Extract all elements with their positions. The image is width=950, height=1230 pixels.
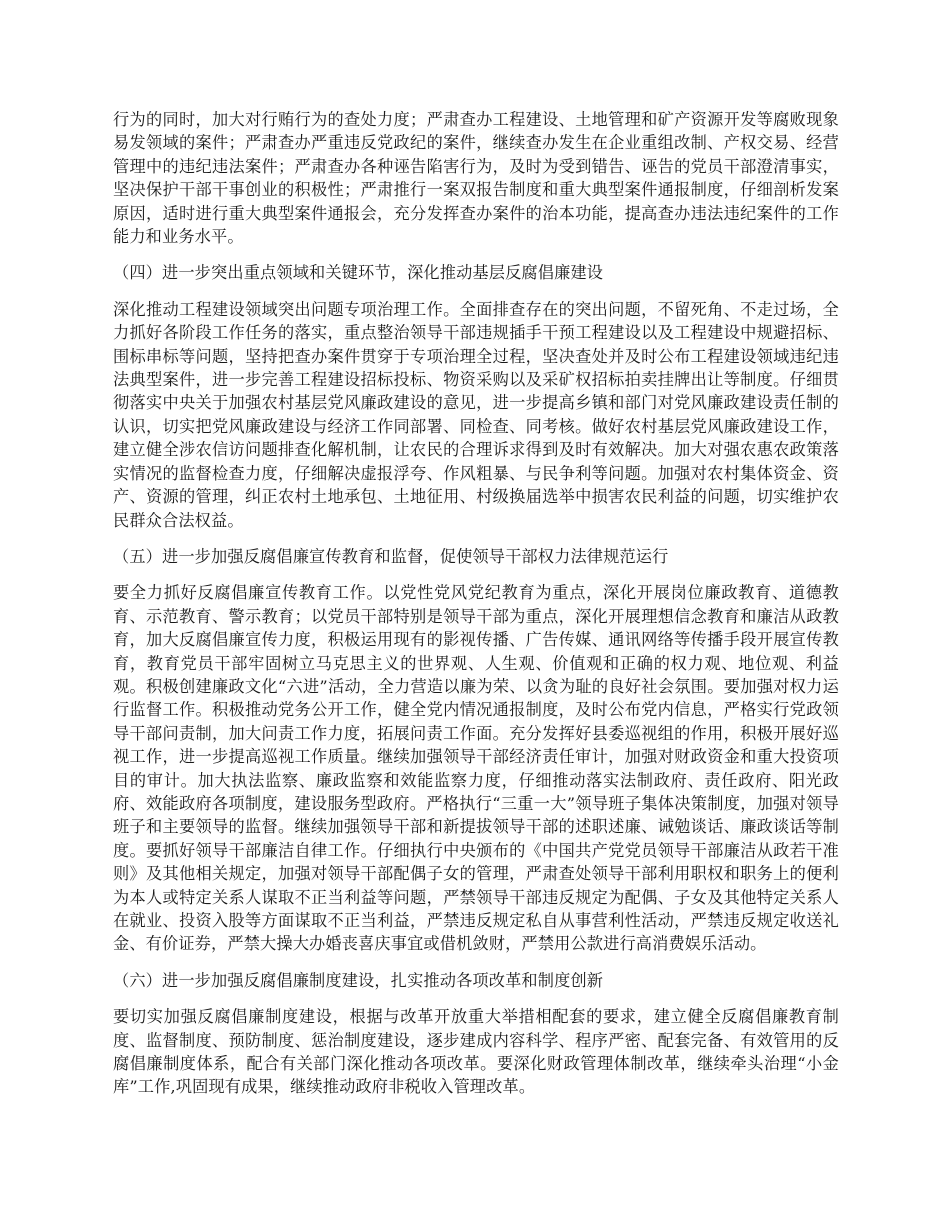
document-page: [113, 108, 839, 1112]
section-heading: （六）进一步加强反腐倡廉制度建设，扎实推动各项改革和制度创新: [113, 970, 604, 990]
section-heading: （五）进一步加强反腐倡廉宣传教育和监督，促使领导干部权力法律规范运行: [113, 546, 669, 566]
body-paragraph: 要切实加强反腐倡廉制度建设，根据与改革开放重大举措相配套的要求，建立健全反腐倡廉教育制度、监督制度、预防制度、惩治制度建设，逐步建成内容科学、程序严密、配套完备、有效管用的反腐倡廉制度体系，配合有关部门深化推动各项改革。要深化财政管理体制改革，继续牵头治理“小金库”工作,巩固现有成果，继续推动政府非税收入管理改革。: [113, 1007, 839, 1097]
body-paragraph: 行为的同时，加大对行贿行为的查处力度；严肃查办工程建设、土地管理和矿产资源开发等腐败现象易发领域的案件；严肃查办严重违反党政纪的案件，继续查办发生在企业重组改制、产权交易、经营管理中的违纪违法案件；严肃查办各种诬告陷害行为，及时为受到错告、诬告的党员干部澄清事实，坚决保护干部干事创业的积极性；严肃推行一案双报告制度和重大典型案件通报制度，仔细剖析发案原因，适时进行重大典型案件通报会，充分发挥查办案件的治本功能，提高查办违法违纪案件的工作能力和业务水平。: [113, 110, 839, 247]
body-paragraph: 深化推动工程建设领域突出问题专项治理工作。全面排查存在的突出问题，不留死角、不走过场，全力抓好各阶段工作任务的落实，重点整治领导干部违规插手干预工程建设以及工程建设中规避招标、围标串标等问题，坚持把查办案件贯穿于专项治理全过程，坚决查处并及时公布工程建设领域违纪违法典型案件，进一步完善工程建设招标投标、物资采购以及采矿权招标拍卖挂牌出让等制度。仔细贯彻落实中央关于加强农村基层党风廉政建设的意见，进一步提高乡镇和部门对党风廉政建设责任制的认识，切实把党风廉政建设与经济工作同部署、同检查、同考核。做好农村基层党风廉政建设工作，建立健全涉农信访问题排查化解机制，让农民的合理诉求得到及时有效解决。加大对强农惠农政策落实情况的监督检查力度，仔细解决虚报浮夸、作风粗暴、与民争利等问题。加强对农村集体资金、资产、资源的管理，纠正农村土地承包、土地征用、村级换届选举中损害农民利益的问题，切实维护农民群众合法权益。: [113, 299, 839, 530]
body-paragraph: 要全力抓好反腐倡廉宣传教育工作。以党性党风党纪教育为重点，深化开展岗位廉政教育、道德教育、示范教育、警示教育；以党员干部特别是领导干部为重点，深化开展理想信念教育和廉洁从政教育，加大反腐倡廉宣传力度，积极运用现有的影视传播、广告传媒、通讯网络等传播手段开展宣传教育，教育党员干部牢固树立马克思主义的世界观、人生观、价值观和正确的权力观、地位观、利益观。积极创建廉政文化“六进”活动，全力营造以廉为荣、以贪为耻的良好社会氛围。要加强对权力运行监督工作。积极推动党务公开工作，健全党内情况通报制度，及时公布党内信息，严格实行党政领导干部问责制，加大问责工作力度，拓展问责工作面。充分发挥好县委巡视组的作用，积极开展好巡视工作，进一步提高巡视工作质量。继续加强领导干部经济责任审计，加强对财政资金和重大投资项目的审计。加大执法监察、廉政监察和效能监察力度，仔细推动落实法制政府、责任政府、阳光政府、效能政府各项制度，建设服务型政府。严格执行“三重一大”领导班子集体决策制度，加强对领导班子和主要领导的监督。继续加强领导干部和新提拔领导干部的述职述廉、诫勉谈话、廉政谈话等制度。要抓好领导干部廉洁自律工作。仔细执行中央颁布的《中国共产党党员领导干部廉洁从政若干准则》及其他相关规定，加强对领导干部配偶子女的管理，严肃查处领导干部利用职权和职务上的便利为本人或特定关系人谋取不正当利益等问题，严禁领导干部违反规定为配偶、子女及其他特定关系人在就业、投资入股等方面谋取不正当利益，严禁违反规定私自从事营利性活动，严禁违反规定收送礼金、有价证券，严禁大操大办婚丧喜庆事宜或借机敛财，严禁用公款进行高消费娱乐活动。: [113, 583, 839, 954]
section-heading: （四）进一步突出重点领域和关键环节，深化推动基层反腐倡廉建设: [113, 263, 604, 283]
